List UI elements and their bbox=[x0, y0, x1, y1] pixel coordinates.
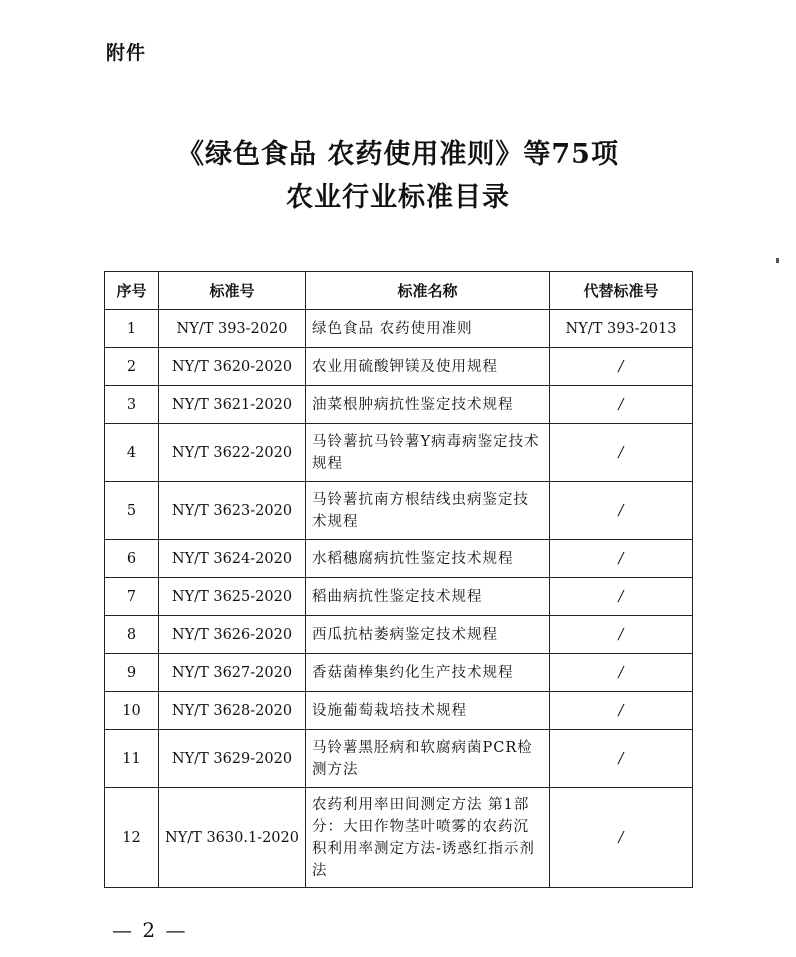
standard-name: 马铃薯抗马铃薯Y病毒病鉴定技术规程 bbox=[306, 424, 550, 482]
table-row bbox=[105, 578, 693, 616]
standard-code: NY/T 3629-2020 bbox=[159, 730, 306, 788]
table-row bbox=[105, 482, 693, 540]
replaced-standard: / bbox=[550, 788, 693, 888]
row-number: 2 bbox=[105, 348, 159, 386]
table-row bbox=[105, 424, 693, 482]
row-number: 11 bbox=[105, 730, 159, 788]
standard-code: NY/T 3626-2020 bbox=[159, 616, 306, 654]
replaced-standard: / bbox=[550, 692, 693, 730]
standard-code: NY/T 3621-2020 bbox=[159, 386, 306, 424]
row-number: 4 bbox=[105, 424, 159, 482]
replaced-standard: / bbox=[550, 386, 693, 424]
standard-name: 马铃薯抗南方根结线虫病鉴定技术规程 bbox=[306, 482, 550, 540]
replaced-standard: / bbox=[550, 730, 693, 788]
replaced-standard: / bbox=[550, 616, 693, 654]
replaced-standard: / bbox=[550, 424, 693, 482]
standard-name: 油菜根肿病抗性鉴定技术规程 bbox=[306, 386, 550, 424]
standard-name: 稻曲病抗性鉴定技术规程 bbox=[306, 578, 550, 616]
replaced-standard: / bbox=[550, 482, 693, 540]
standard-name: 农药利用率田间测定方法 第1部分：大田作物茎叶喷雾的农药沉积利用率测定方法-诱惑红指示剂法 bbox=[306, 788, 550, 888]
replaced-standard: NY/T 393-2013 bbox=[550, 310, 693, 348]
row-number: 12 bbox=[105, 788, 159, 888]
table-header-row bbox=[105, 272, 693, 310]
table-row bbox=[105, 654, 693, 692]
row-number: 6 bbox=[105, 540, 159, 578]
row-number: 8 bbox=[105, 616, 159, 654]
row-number: 1 bbox=[105, 310, 159, 348]
replaced-standard: / bbox=[550, 540, 693, 578]
table-row bbox=[105, 692, 693, 730]
standard-code: NY/T 3628-2020 bbox=[159, 692, 306, 730]
replaced-standard: / bbox=[550, 348, 693, 386]
standard-code: NY/T 393-2020 bbox=[159, 310, 306, 348]
table-row bbox=[105, 348, 693, 386]
standard-name: 水稻穗腐病抗性鉴定技术规程 bbox=[306, 540, 550, 578]
table-row bbox=[105, 730, 693, 788]
scan-speck bbox=[776, 258, 779, 263]
document-title-line2: 农业行业标准目录 bbox=[286, 182, 510, 213]
header-code: 标准号 bbox=[159, 272, 306, 310]
row-number: 7 bbox=[105, 578, 159, 616]
standards-table bbox=[104, 271, 693, 888]
table-row bbox=[105, 310, 693, 348]
header-replaces: 代替标准号 bbox=[550, 272, 693, 310]
header-name: 标准名称 bbox=[306, 272, 550, 310]
header-no: 序号 bbox=[105, 272, 159, 310]
standard-code: NY/T 3622-2020 bbox=[159, 424, 306, 482]
row-number: 9 bbox=[105, 654, 159, 692]
replaced-standard: / bbox=[550, 578, 693, 616]
page-number: — 2 — bbox=[112, 918, 188, 942]
table-row bbox=[105, 788, 693, 888]
standard-name: 设施葡萄栽培技术规程 bbox=[306, 692, 550, 730]
standard-name: 绿色食品 农药使用准则 bbox=[306, 310, 550, 348]
table-row bbox=[105, 616, 693, 654]
standard-name: 马铃薯黑胫病和软腐病菌PCR检测方法 bbox=[306, 730, 550, 788]
standard-code: NY/T 3627-2020 bbox=[159, 654, 306, 692]
row-number: 5 bbox=[105, 482, 159, 540]
standard-code: NY/T 3620-2020 bbox=[159, 348, 306, 386]
document-title-line1: 《绿色食品 农药使用准则》等75项 bbox=[177, 139, 619, 170]
row-number: 10 bbox=[105, 692, 159, 730]
standard-code: NY/T 3624-2020 bbox=[159, 540, 306, 578]
row-number: 3 bbox=[105, 386, 159, 424]
standard-name: 香菇菌棒集约化生产技术规程 bbox=[306, 654, 550, 692]
standard-code: NY/T 3630.1-2020 bbox=[159, 788, 306, 888]
standard-code: NY/T 3625-2020 bbox=[159, 578, 306, 616]
attachment-label: 附件 bbox=[106, 42, 147, 64]
standard-name: 农业用硫酸钾镁及使用规程 bbox=[306, 348, 550, 386]
standard-name: 西瓜抗枯萎病鉴定技术规程 bbox=[306, 616, 550, 654]
table-row bbox=[105, 386, 693, 424]
standard-code: NY/T 3623-2020 bbox=[159, 482, 306, 540]
table-row bbox=[105, 540, 693, 578]
replaced-standard: / bbox=[550, 654, 693, 692]
